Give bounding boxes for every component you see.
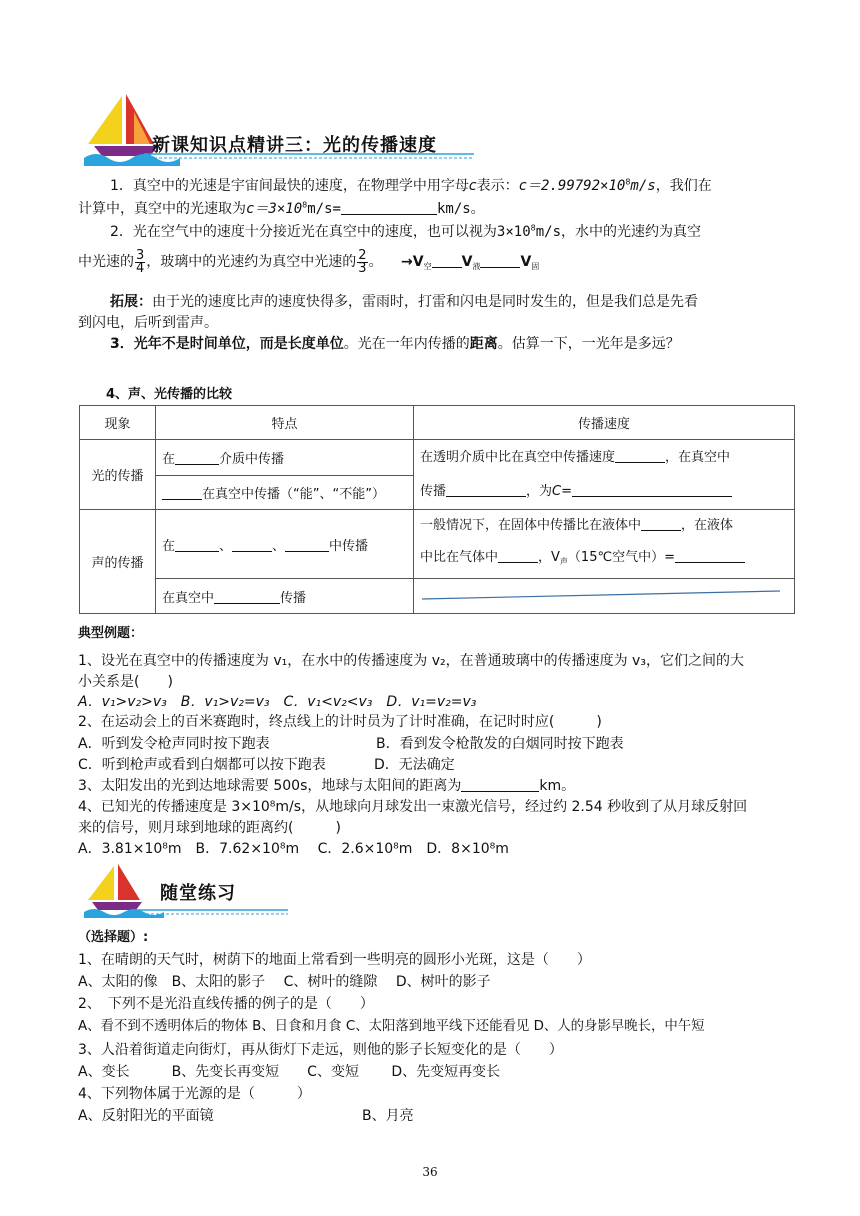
row-light-label: 光的传播	[80, 440, 156, 510]
answer-blank[interactable]	[498, 548, 538, 563]
sound-speed-empty-cell	[414, 579, 795, 614]
diagonal-line-icon	[414, 579, 788, 609]
answer-blank[interactable]	[675, 548, 745, 563]
answer-blank[interactable]	[175, 537, 219, 552]
answer-blank[interactable]	[446, 482, 526, 497]
example-3: 3、太阳发出的光到达地球需要 500s，地球与太阳间的距离为 km。	[78, 778, 576, 794]
fraction-two-thirds: $\frac{2}{3}$	[358, 247, 367, 276]
sound-feature-2: 在真空中 传播	[156, 579, 414, 614]
practice-2-options: A、看不到不透明体后的物体 B、日食和月食 C、太阳落到地平线下还能看见 D、人的身影早晚长，中午短	[78, 1019, 705, 1034]
practice-1-options: A、太阳的像 B、太阳的影子 C、树叶的缝隙 D、树叶的影子	[78, 974, 491, 990]
answer-blank[interactable]	[572, 482, 732, 497]
practice-3-options: A、变长 B、先变长再变短 C、变短 D、先变短再变长	[78, 1064, 501, 1080]
paragraph-2-line-2: 中光速的 $\frac{3}{4}$ ，玻璃中的光速约为真空中光速的 $\frac{2}{3}$ 。 $\to V_空$ $V_液$ $V_固$	[78, 247, 540, 276]
comparison-table	[79, 405, 795, 614]
answer-blank[interactable]	[162, 485, 202, 500]
sound-feature-1: 在 、 、 中传播	[156, 510, 414, 579]
example-4-line-1: 4、已知光的传播速度是 3×10⁸m/s，从地球向月球发出一束激光信号，经过约 2.54 秒收到了从月球反射回	[78, 799, 748, 815]
answer-blank[interactable]	[214, 589, 280, 604]
paragraph-1-line-1: 1．真空中的光速是宇宙间最快的速度，在物理学中用字母c表示：$c=2.99792\times 10^8m/s$，我们在	[110, 177, 712, 194]
example-1-options: A．v₁>v₂>v₃ B．v₁>v₂=v₃ C．v₁<v₂<v₃ D．v₁=v₂=v₃	[78, 694, 477, 710]
page-number: 36	[422, 1165, 438, 1179]
example-4-options: A．3.81×10⁸m B．7.62×10⁸m C．2.6×10⁸m D．8×10⁸m	[78, 841, 509, 857]
practice-4: 4、下列物体属于光源的是（ ）	[78, 1086, 311, 1102]
answer-blank[interactable]	[461, 777, 539, 792]
sound-speed-cell: 一般情况下，在固体中传播比在液体中 ，在液体 中比在气体中 ，$V_声(15℃$空气中）=	[414, 510, 795, 579]
answer-blank[interactable]	[341, 200, 437, 215]
example-1-line-2: 小关系是( )	[78, 674, 173, 690]
section-title: 新课知识点精讲三：光的传播速度	[152, 135, 437, 156]
answer-blank[interactable]	[175, 450, 219, 465]
answer-blank[interactable]	[641, 516, 681, 531]
paragraph-1-line-2: 计算中，真空中的光速取为$c=3\times 10^8m/s= km/s$。	[78, 200, 485, 217]
row-sound-label: 声的传播	[80, 510, 156, 614]
header-speed: 传播速度	[414, 406, 795, 440]
light-feature-2: 在真空中传播（“能”、“不能”）	[156, 476, 414, 510]
paragraph-2-line-1: 2．光在空气中的速度十分接近光在真空中的速度，也可以视为$3\times 10^8m/s$，水中的光速约为真空	[110, 223, 702, 240]
example-2-line-1: 2、在运动会上的百米赛跑时，终点线上的计时员为了计时准确，在记时时应( )	[78, 714, 602, 730]
header-features: 特点	[156, 406, 414, 440]
header-phenomenon: 现象	[80, 406, 156, 440]
practice-2: 2、 下列不是光沿直线传播的例子的是（ ）	[78, 996, 374, 1012]
light-speed-cell: 在透明介质中比在真空中传播速度 ，在真空中 传播 ，为C=	[414, 440, 795, 510]
answer-blank[interactable]	[285, 537, 329, 552]
question-type-label: （选择题）:	[78, 930, 149, 945]
examples-title: 典型例题：	[78, 626, 144, 641]
example-2-options-ab: A．听到发令枪声同时按下跑表 B．看到发令枪散发的白烟同时按下跑表	[78, 736, 624, 752]
paragraph-3: 3．光年不是时间单位，而是长度单位。光在一年内传播的距离。估算一下，一光年是多远？	[110, 336, 680, 352]
answer-blank[interactable]	[615, 448, 665, 463]
answer-blank[interactable]	[232, 537, 272, 552]
practice-title: 随堂练习	[160, 883, 236, 904]
extension-line-1: 拓展：由于光的速度比声的速度快得多，雷雨时，打雷和闪电是同时发生的，但是我们总是先看	[110, 294, 698, 310]
extension-line-2: 到闪电，后听到雷声。	[78, 315, 218, 331]
practice-4-options: A、反射阳光的平面镜 B、月亮	[78, 1108, 414, 1124]
example-4-line-2: 来的信号，则月球到地球的距离约( )	[78, 820, 341, 836]
answer-blank[interactable]	[480, 253, 520, 268]
example-2-options-cd: C．听到枪声或看到白烟都可以按下跑表 D．无法确定	[78, 757, 455, 773]
example-1-line-1: 1、设光在真空中的传播速度为 v₁，在水中的传播速度为 v₂，在普通玻璃中的传播速度为 v₃，它们之间的大	[78, 653, 744, 669]
table-title: 4、声、光传播的比较	[106, 387, 233, 402]
practice-1: 1、在晴朗的天气时，树荫下的地面上常看到一些明亮的圆形小光斑，这是（ ）	[78, 952, 591, 968]
answer-blank[interactable]	[432, 253, 462, 268]
light-feature-1: 在 介质中传播	[156, 440, 414, 476]
practice-3: 3、人沿着街道走向街灯，再从街灯下走远，则他的影子长短变化的是（ ）	[78, 1042, 563, 1058]
fraction-three-quarters: $\frac{3}{4}$	[136, 247, 145, 276]
